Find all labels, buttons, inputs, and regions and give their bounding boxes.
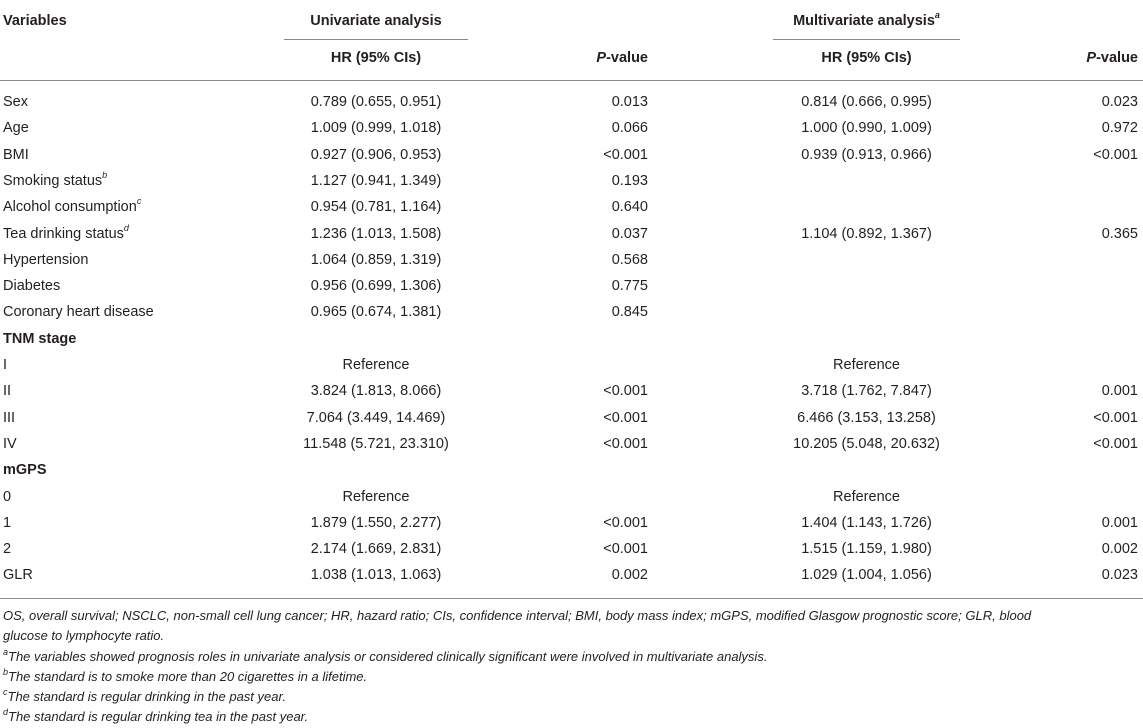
header-rule bbox=[0, 80, 1143, 81]
multivariate-hr: 3.718 (1.762, 7.847) bbox=[801, 383, 932, 399]
univariate-hr: 1.879 (1.550, 2.277) bbox=[310, 515, 442, 531]
row-label bbox=[3, 331, 76, 348]
row-label-text: GLR bbox=[3, 567, 33, 583]
multivariate-hr: 1.515 (1.159, 1.980) bbox=[801, 541, 932, 557]
multivariate-p: 0.365 bbox=[1101, 226, 1138, 242]
multivariate-hr: 1.000 (0.990, 1.009) bbox=[801, 120, 932, 136]
multivariate-hr: 1.104 (0.892, 1.367) bbox=[801, 226, 932, 242]
row-label bbox=[3, 410, 15, 427]
row-label-text: BMI bbox=[3, 147, 29, 163]
univariate-hr: 1.236 (1.013, 1.508) bbox=[310, 226, 442, 242]
header-uni-hr: HR (95% CIs) bbox=[330, 50, 422, 66]
univariate-hr: Reference bbox=[342, 489, 410, 505]
multivariate-hr: Reference bbox=[833, 357, 900, 373]
multivariate-p: <0.001 bbox=[1093, 436, 1138, 452]
row-label bbox=[3, 383, 11, 400]
row-label bbox=[3, 357, 7, 374]
univariate-hr: 0.956 (0.699, 1.306) bbox=[310, 278, 442, 294]
univariate-hr: 1.038 (1.013, 1.063) bbox=[310, 567, 442, 583]
footnote-text: The standard is to smoke more than 20 cigarettes in a lifetime. bbox=[8, 669, 368, 684]
univariate-hr: 1.009 (0.999, 1.018) bbox=[310, 120, 442, 136]
footnote-marker: d bbox=[3, 706, 9, 717]
univariate-hr: 7.064 (3.449, 14.469) bbox=[306, 410, 446, 426]
row-label-text: Hypertension bbox=[3, 252, 89, 268]
row-label-sup: c bbox=[136, 196, 142, 207]
row-label-text: 0 bbox=[3, 489, 12, 505]
header-multi-p bbox=[1045, 50, 1138, 67]
row-label-sup: d bbox=[123, 223, 129, 234]
multivariate-hr: 1.029 (1.004, 1.056) bbox=[801, 567, 932, 583]
footnote-text: The standard is regular drinking in the past year. bbox=[7, 689, 286, 704]
row-label-text: III bbox=[3, 410, 16, 426]
footnote-text: The standard is regular drinking tea in the past year. bbox=[8, 709, 309, 724]
univariate-p: 0.640 bbox=[611, 199, 648, 215]
univariate-hr: 0.954 (0.781, 1.164) bbox=[310, 199, 442, 215]
univariate-underline bbox=[284, 39, 468, 40]
univariate-hr: Reference bbox=[342, 357, 410, 373]
footnote-marker: a bbox=[3, 646, 9, 657]
footnote-marker: b bbox=[3, 666, 9, 677]
multivariate-hr: 10.205 (5.048, 20.632) bbox=[793, 436, 940, 452]
univariate-p: <0.001 bbox=[603, 436, 648, 452]
row-label-text: Age bbox=[3, 120, 29, 136]
row-label-text: Coronary heart disease bbox=[3, 304, 154, 320]
multivariate-p: 0.972 bbox=[1101, 120, 1138, 136]
univariate-p: <0.001 bbox=[603, 383, 648, 399]
row-label bbox=[3, 196, 142, 216]
footnote-c bbox=[3, 688, 286, 706]
footnote-a bbox=[3, 648, 767, 666]
univariate-p: 0.066 bbox=[611, 120, 648, 136]
header-variables: Variables bbox=[3, 13, 67, 29]
table-bottom-rule bbox=[0, 598, 1143, 599]
header-multi-p-rest: -value bbox=[1096, 50, 1138, 66]
row-label-text: TNM stage bbox=[3, 331, 77, 347]
row-label-text: 2 bbox=[3, 541, 12, 557]
row-label bbox=[3, 170, 108, 190]
footnote-b bbox=[3, 668, 367, 686]
multivariate-hr: Reference bbox=[833, 489, 900, 505]
header-uni-p-rest: -value bbox=[606, 50, 648, 66]
row-label bbox=[3, 223, 129, 243]
univariate-p: 0.568 bbox=[611, 252, 648, 268]
multivariate-hr: 0.939 (0.913, 0.966) bbox=[801, 147, 932, 163]
row-label-text: IV bbox=[3, 436, 17, 452]
multivariate-p: <0.001 bbox=[1093, 410, 1138, 426]
row-label-text: I bbox=[3, 357, 8, 373]
header-multivariate-sup: a bbox=[934, 10, 940, 21]
row-label bbox=[3, 94, 28, 111]
footnote-abbreviations-line1: OS, overall survival; NSCLC, non-small cell lung cancer; HR, hazard ratio; CIs, confidence interval; BMI, body mass index; mGPS, modified Glasgow prognostic score; GLR, blood bbox=[3, 608, 1032, 623]
univariate-p: 0.037 bbox=[611, 226, 648, 242]
row-label-text: Tea drinking status bbox=[3, 226, 124, 242]
footnote-text: The variables showed prognosis roles in univariate analysis or considered clinically significant were involved in multivariate analysis. bbox=[8, 649, 768, 664]
header-multi-hr: HR (95% CIs) bbox=[821, 50, 912, 66]
univariate-hr: 0.927 (0.906, 0.953) bbox=[310, 147, 442, 163]
row-label-text: II bbox=[3, 383, 12, 399]
row-label bbox=[3, 147, 29, 164]
header-uni-p bbox=[560, 50, 648, 67]
row-label-text: Smoking status bbox=[3, 173, 103, 189]
multivariate-underline bbox=[773, 39, 960, 40]
header-multivariate-text: Multivariate analysis bbox=[793, 13, 935, 29]
row-label-sup: b bbox=[102, 170, 108, 181]
univariate-p: 0.193 bbox=[611, 173, 648, 189]
univariate-p: <0.001 bbox=[603, 410, 648, 426]
univariate-hr: 0.789 (0.655, 0.951) bbox=[310, 94, 442, 110]
multivariate-p: <0.001 bbox=[1093, 147, 1138, 163]
univariate-hr: 0.965 (0.674, 1.381) bbox=[310, 304, 442, 320]
univariate-hr: 3.824 (1.813, 8.066) bbox=[310, 383, 442, 399]
multivariate-p: 0.001 bbox=[1101, 383, 1138, 399]
header-univariate: Univariate analysis bbox=[310, 13, 442, 29]
multivariate-hr: 6.466 (3.153, 13.258) bbox=[797, 410, 936, 426]
row-label bbox=[3, 252, 88, 269]
univariate-hr: 11.548 (5.721, 23.310) bbox=[303, 436, 449, 452]
univariate-p: 0.013 bbox=[611, 94, 648, 110]
multivariate-p: 0.002 bbox=[1101, 541, 1138, 557]
multivariate-p: 0.023 bbox=[1101, 94, 1138, 110]
row-label-text: Sex bbox=[3, 94, 28, 110]
footnote-abbreviations-line2: glucose to lymphocyte ratio. bbox=[3, 628, 165, 643]
univariate-p: 0.845 bbox=[611, 304, 648, 320]
header-multi-p-letter: P bbox=[1086, 50, 1097, 66]
univariate-p: <0.001 bbox=[603, 515, 648, 531]
footnote-marker: c bbox=[3, 686, 8, 697]
row-label-text: mGPS bbox=[3, 462, 47, 478]
univariate-p: <0.001 bbox=[603, 541, 648, 557]
multivariate-p: 0.023 bbox=[1101, 567, 1138, 583]
row-label bbox=[3, 567, 33, 584]
univariate-p: <0.001 bbox=[603, 147, 648, 163]
header-uni-p-letter: P bbox=[596, 50, 607, 66]
header-multivariate bbox=[773, 10, 960, 30]
univariate-hr: 2.174 (1.669, 2.831) bbox=[310, 541, 442, 557]
row-label bbox=[3, 515, 11, 532]
multivariate-hr: 1.404 (1.143, 1.726) bbox=[801, 515, 932, 531]
row-label bbox=[3, 489, 11, 506]
row-label-text: Diabetes bbox=[3, 278, 61, 294]
row-label-text: 1 bbox=[3, 515, 12, 531]
row-label bbox=[3, 304, 154, 321]
univariate-hr: 1.064 (0.859, 1.319) bbox=[310, 252, 442, 268]
univariate-p: 0.002 bbox=[611, 567, 648, 583]
row-label bbox=[3, 541, 11, 558]
row-label bbox=[3, 120, 29, 137]
univariate-hr: 1.127 (0.941, 1.349) bbox=[310, 173, 442, 189]
row-label bbox=[3, 462, 47, 479]
row-label bbox=[3, 278, 60, 295]
row-label bbox=[3, 436, 17, 453]
multivariate-hr: 0.814 (0.666, 0.995) bbox=[801, 94, 932, 110]
row-label-text: Alcohol consumption bbox=[3, 199, 137, 215]
univariate-p: 0.775 bbox=[611, 278, 648, 294]
footnote-d bbox=[3, 708, 308, 726]
multivariate-p: 0.001 bbox=[1101, 515, 1138, 531]
